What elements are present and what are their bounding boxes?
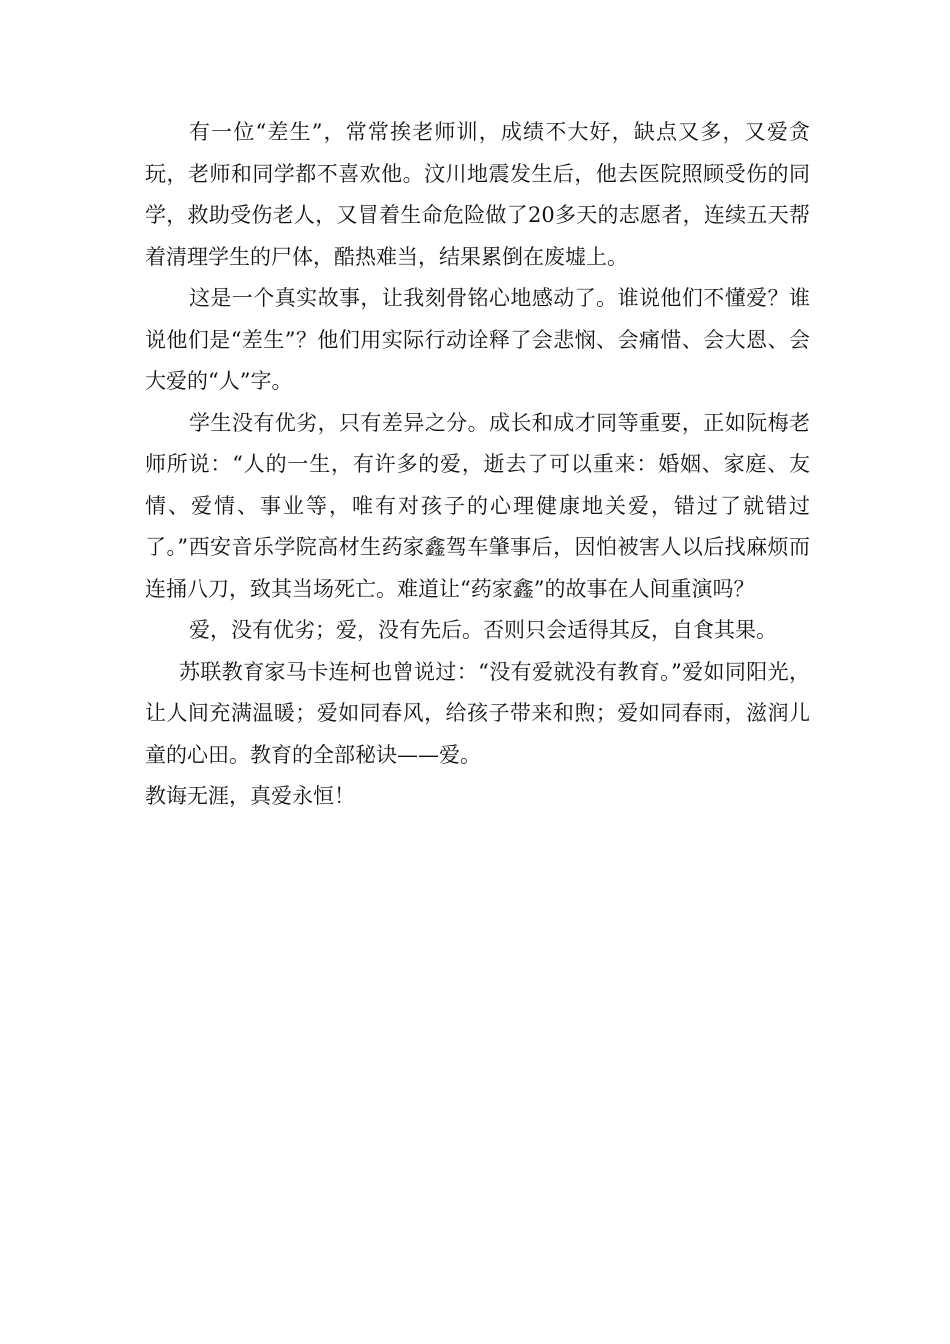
paragraph-1: 有一位“差生”，常常挨老师训，成绩不大好，缺点又多，又爱贪玩，老师和同学都不喜欢他。汶川地震发生后，他去医院照顾受伤的同学，救助受伤老人，又冒着生命危险做了20多天的志愿者，连续五天帮着清理学生的尸体，酷热难当，结果累倒在废墟上。 (145, 120, 810, 269)
paragraph-5: 苏联教育家马卡连柯也曾说过：“没有爱就没有教育。”爱如同阳光，让人间充满温暖；爱如同春风，给孩子带来和煦；爱如同春雨，滋润儿童的心田。教育的全部秘诀——爱。 (145, 659, 810, 767)
document-body (145, 112, 810, 818)
paragraph-3: 学生没有优劣，只有差异之分。成长和成才同等重要，正如阮梅老师所说：“人的一生，有许多的爱，逝去了可以重来：婚姻、家庭、友情、爱情、事业等，唯有对孩子的心理健康地关爱，错过了就错过了。”西安音乐学院高材生药家鑫驾车肇事后，因怕被害人以后找麻烦而连捅八刀，致其当场死亡。难道让“药家鑫”的故事在人间重演吗？ (145, 410, 810, 601)
closing-line: 教诲无涯，真爱永恒！ (145, 784, 355, 808)
paragraph-2: 这是一个真实故事，让我刻骨铭心地感动了。谁说他们不懂爱？谁说他们是“差生”？他们用实际行动诠释了会悲悯、会痛惜、会大恩、会大爱的“人”字。 (145, 286, 810, 393)
paragraph-4: 爱，没有优劣；爱，没有先后。否则只会适得其反，自食其果。 (189, 618, 777, 642)
